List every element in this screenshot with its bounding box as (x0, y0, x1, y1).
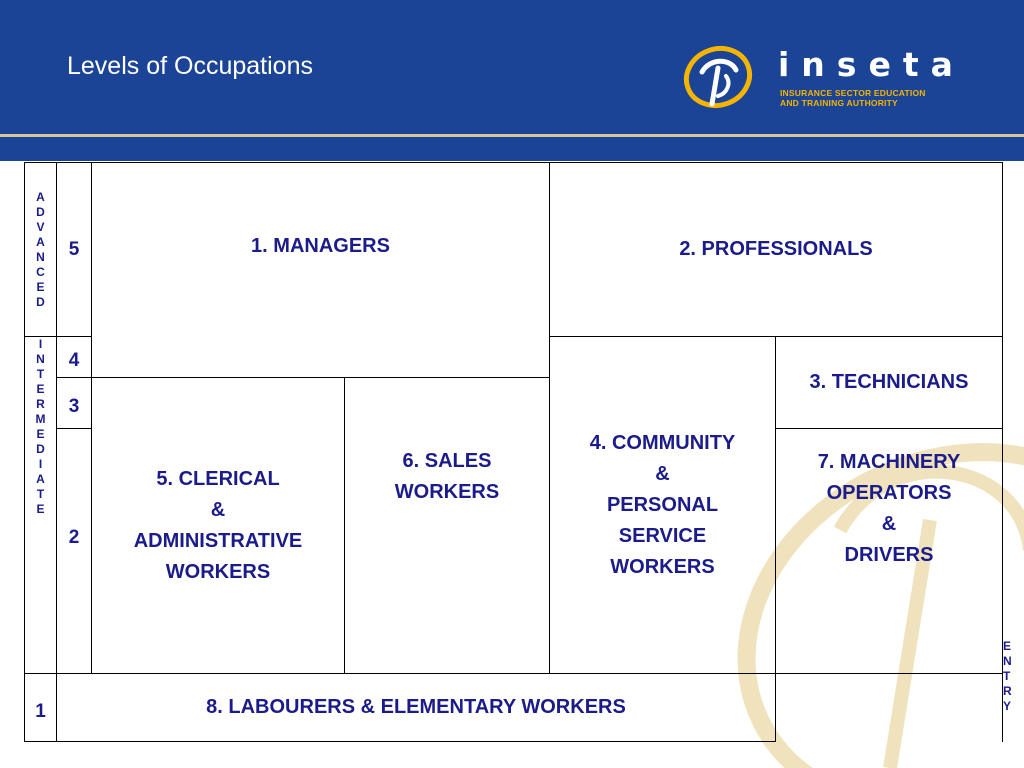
text-line: R (36, 397, 45, 411)
text-line: OPERATORS (826, 482, 952, 504)
text-line: & (881, 513, 897, 535)
level-2: 2 (57, 429, 92, 674)
text-line: I (38, 457, 43, 471)
text-line: N (36, 352, 45, 366)
text-line: D (36, 204, 45, 219)
text-line: C (36, 264, 45, 279)
cell-technicians: 3. TECHNICIANS (776, 337, 1003, 429)
text-line: M (35, 412, 46, 426)
text-line: A (36, 189, 45, 204)
text-line: T (36, 487, 45, 501)
text-line: & (655, 462, 670, 485)
band-advanced (25, 163, 57, 337)
band-intermediate (25, 337, 57, 674)
text-line: PERSONAL (606, 493, 719, 516)
text-line: A (36, 472, 45, 486)
cell-managers: 1. MANAGERS (92, 163, 550, 378)
text-line: WORKERS (165, 560, 271, 583)
text-line: WORKERS (610, 555, 715, 578)
text-line: SERVICE (618, 524, 707, 547)
text-line: WORKERS (394, 481, 500, 503)
logo-tagline (780, 88, 926, 108)
cell-labourers-elementary: 8. LABOURERS & ELEMENTARY WORKERS (57, 674, 776, 742)
text-line: 5. CLERICAL (156, 467, 280, 490)
cell-clerical-administrative (92, 378, 345, 674)
text-line: E (36, 427, 45, 441)
text-line: ADMINISTRATIVE (133, 529, 303, 552)
slide-title: Levels of Occupations (67, 52, 313, 80)
cell-sales-workers (345, 378, 550, 674)
logo-tagline-line-2: AND TRAINING AUTHORITY (780, 98, 898, 108)
text-line: T (36, 367, 45, 381)
text-line: E (36, 279, 45, 294)
level-3: 3 (57, 378, 92, 429)
text-line: E (36, 382, 45, 396)
text-line: 6. SALES (402, 450, 492, 472)
text-line: E (36, 502, 45, 516)
logo-tagline-line-1: INSURANCE SECTOR EDUCATION (780, 88, 926, 98)
text-line: DRIVERS (844, 544, 934, 566)
inseta-logo-icon (682, 44, 754, 110)
text-line: N (36, 249, 45, 264)
text-line: 7. MACHINERY (817, 451, 961, 473)
text-line: 4. COMMUNITY (589, 431, 736, 454)
text-line: D (36, 442, 45, 456)
text-line: & (210, 498, 226, 521)
level-5: 5 (57, 163, 92, 337)
text-line: I (38, 337, 43, 351)
level-1: 1 (25, 674, 57, 742)
occupation-levels-table: A D V A N C E D 5 1. MANAGERS 2. PROFESSIONALS I N T E R M E D I A T E 4 4. COMMUNITY & PERSONAL SERVICE WORKERS 3. TECHNICIANS 3 5. CLERICAL & ADMINISTRATIVE WORKERS 6. SALES WORKERS 2 7. MACHINERY OPERATORS & DRIVERS E N T R Y 1 8. LABOURERS & ELEMENTARY WORKERS (24, 162, 1003, 742)
logo-wordmark: inseta (778, 45, 965, 84)
cell-professionals: 2. PROFESSIONALS (550, 163, 1003, 337)
text-line: V (36, 219, 45, 234)
cell-machinery-operators-drivers (776, 429, 1003, 674)
cell-community-personal-service (550, 337, 776, 674)
level-4: 4 (57, 337, 92, 378)
text-line: D (36, 294, 45, 309)
text-line: A (36, 234, 45, 249)
header-strip (0, 137, 1024, 161)
